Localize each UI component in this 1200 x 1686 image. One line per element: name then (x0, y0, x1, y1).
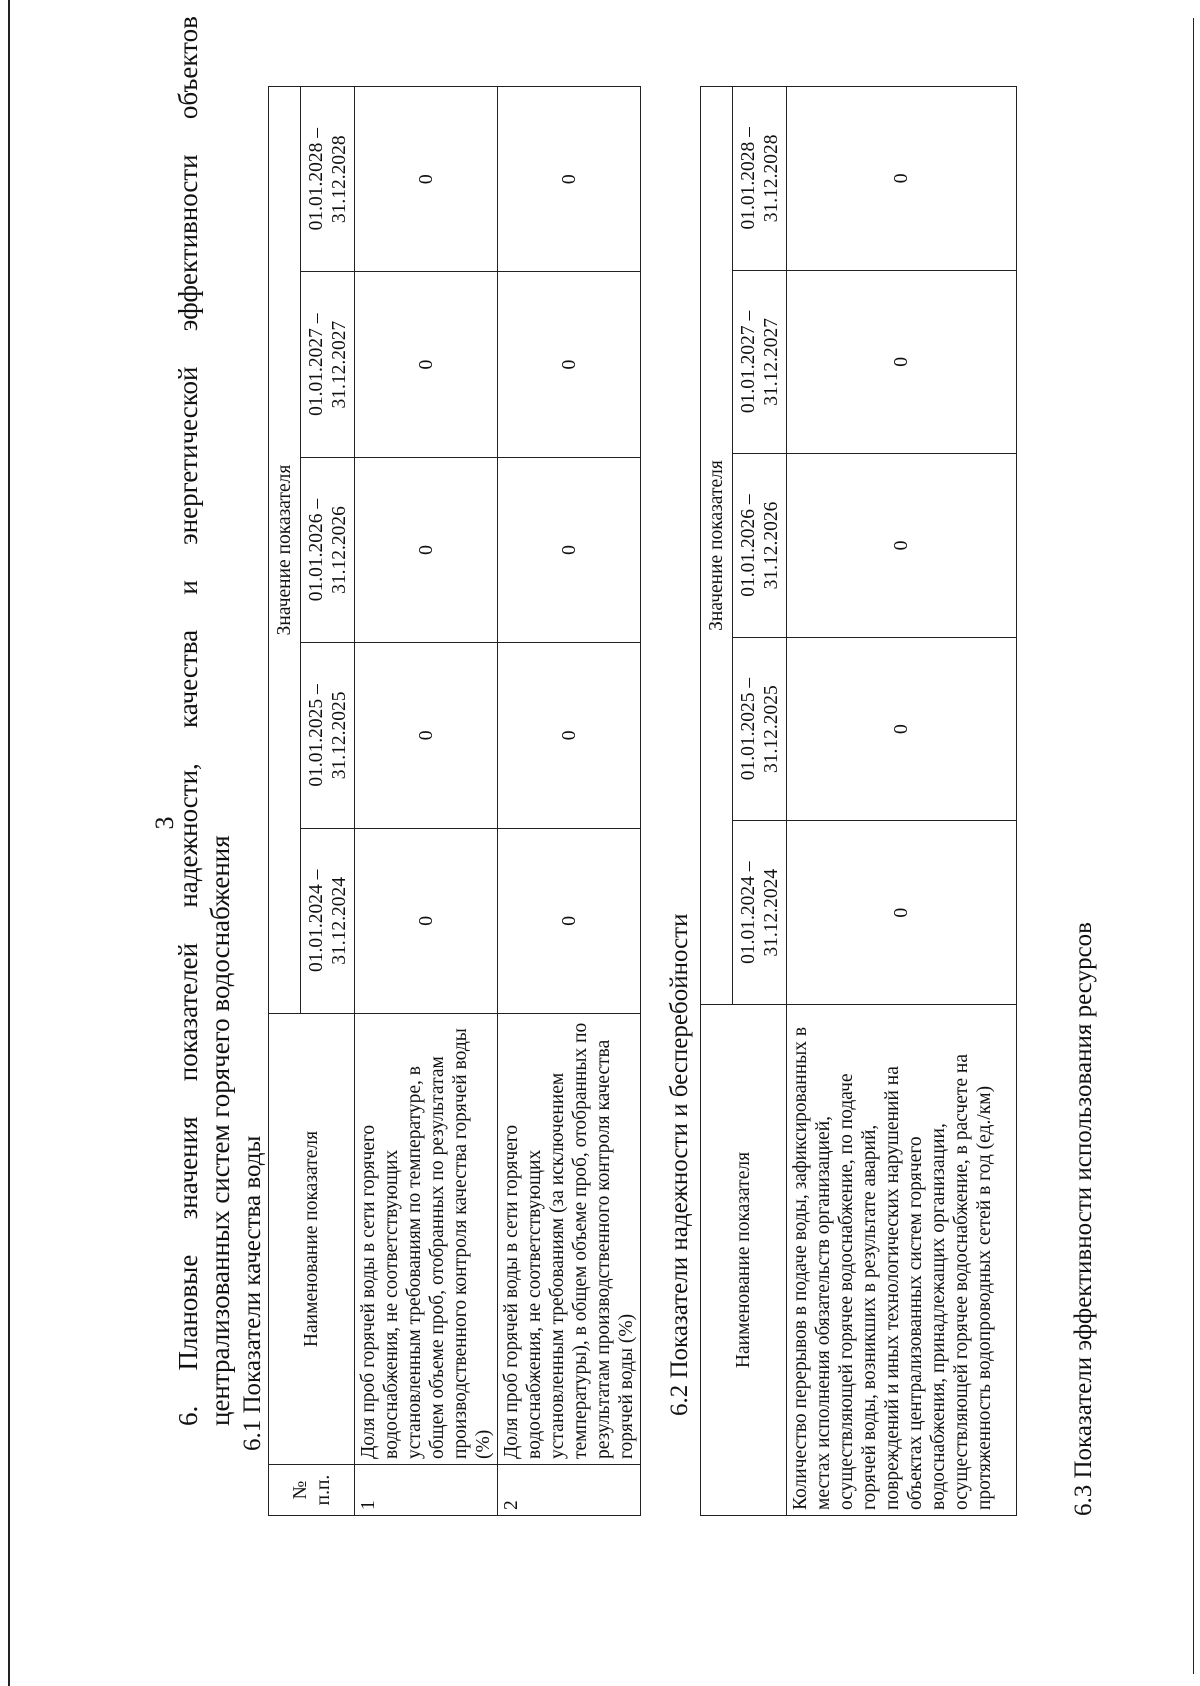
col-header-period: 01.01.2025 – 31.12.2025 (733, 637, 787, 821)
indicator-name: Доля проб горячей воды в сети горячего водоснабжения, не соответствующих установленным требованиям (за исключением температуры), в общем объеме проб, отобранных по результатам производственного контроля качества горячей воды (%) (498, 1014, 641, 1465)
heading-word: надежности, (173, 763, 203, 908)
value-cell: 0 (498, 87, 641, 272)
heading-word: значения (173, 1116, 203, 1220)
table-row (498, 87, 641, 1516)
col-header-no: № п.п. (269, 1465, 355, 1516)
value-cell: 0 (355, 272, 498, 457)
col-header-period: 01.01.2027 – 31.12.2027 (733, 270, 787, 454)
indicator-name: Количество перерывов в подаче воды, зафиксированных в местах исполнения обязательств организацией, осуществляющей горячее водоснабжение, по подаче горячей воды, возникших в результате аварий, повреждений и иных технологических нарушений на объектах централизованных систем горячего водоснабжения, принадлежащих организации, осуществляющей горячее водоснабжение, в расчете на протяженность водопроводных сетей в год (ед./км) (787, 1005, 1017, 1516)
reliability-table (700, 86, 1017, 1516)
heading-word: показателей (173, 942, 203, 1082)
value-cell: 0 (787, 637, 1017, 821)
value-cell: 0 (498, 272, 641, 457)
heading-line-1 (172, 16, 204, 1426)
value-cell: 0 (787, 454, 1017, 638)
value-cell: 0 (787, 87, 1017, 271)
row-number: 1 (355, 1465, 498, 1516)
col-header-period: 01.01.2028 – 31.12.2028 (733, 87, 787, 271)
heading-word: и (173, 580, 203, 595)
col-header-period: 01.01.2026 – 31.12.2026 (733, 454, 787, 638)
heading-word: Плановые (173, 1254, 203, 1371)
value-cell: 0 (787, 821, 1017, 1005)
col-header-period: 01.01.2024 – 31.12.2024 (733, 821, 787, 1005)
col-header-period: 01.01.2024 – 31.12.2024 (301, 828, 355, 1013)
quality-table (268, 86, 641, 1516)
section-6-2-title: 6.2 Показатели надежности и бесперебойности (666, 913, 693, 1416)
value-cell: 0 (498, 457, 641, 642)
value-cell: 0 (355, 87, 498, 272)
value-cell: 0 (355, 828, 498, 1013)
value-cell: 0 (355, 643, 498, 828)
heading-word: качества (173, 629, 203, 728)
col-header-values: Значение показателя (701, 87, 733, 1005)
row-number: 2 (498, 1465, 641, 1516)
section-6-1-title: 6.1 Показатели качества воды (239, 1135, 266, 1451)
value-cell: 0 (355, 457, 498, 642)
value-cell: 0 (498, 643, 641, 828)
value-cell: 0 (787, 270, 1017, 454)
section-6-heading (172, 16, 236, 1426)
col-header-period: 01.01.2028 – 31.12.2028 (301, 87, 355, 272)
heading-word: 6. (173, 1405, 203, 1426)
col-header-name: Наименование показателя (701, 1005, 787, 1516)
indicator-name: Доля проб горячей воды в сети горячего водоснабжения, не соответствующих установленным требованиям по температуре, в общем объеме проб, отобранных по результатам производственного контроля качества горячей воды (%) (355, 1014, 498, 1465)
col-header-period: 01.01.2025 – 31.12.2025 (301, 643, 355, 828)
col-header-values: Значение показателя (269, 87, 301, 1014)
table-row (787, 87, 1017, 1516)
heading-word: объектов (173, 16, 203, 120)
table-row (355, 87, 498, 1516)
col-header-period: 01.01.2027 – 31.12.2027 (301, 272, 355, 457)
heading-word: энергетической (173, 366, 203, 545)
heading-line-2: централизованных систем горячего водоснабжения (205, 835, 235, 1426)
col-header-name: Наименование показателя (269, 1014, 355, 1465)
heading-word: эффективности (173, 154, 203, 332)
section-6-3-title: 6.3 Показатели эффективности использования ресурсов (1070, 922, 1097, 1516)
col-header-period: 01.01.2026 – 31.12.2026 (301, 457, 355, 642)
value-cell: 0 (498, 828, 641, 1013)
page-number: 3 (150, 816, 179, 830)
